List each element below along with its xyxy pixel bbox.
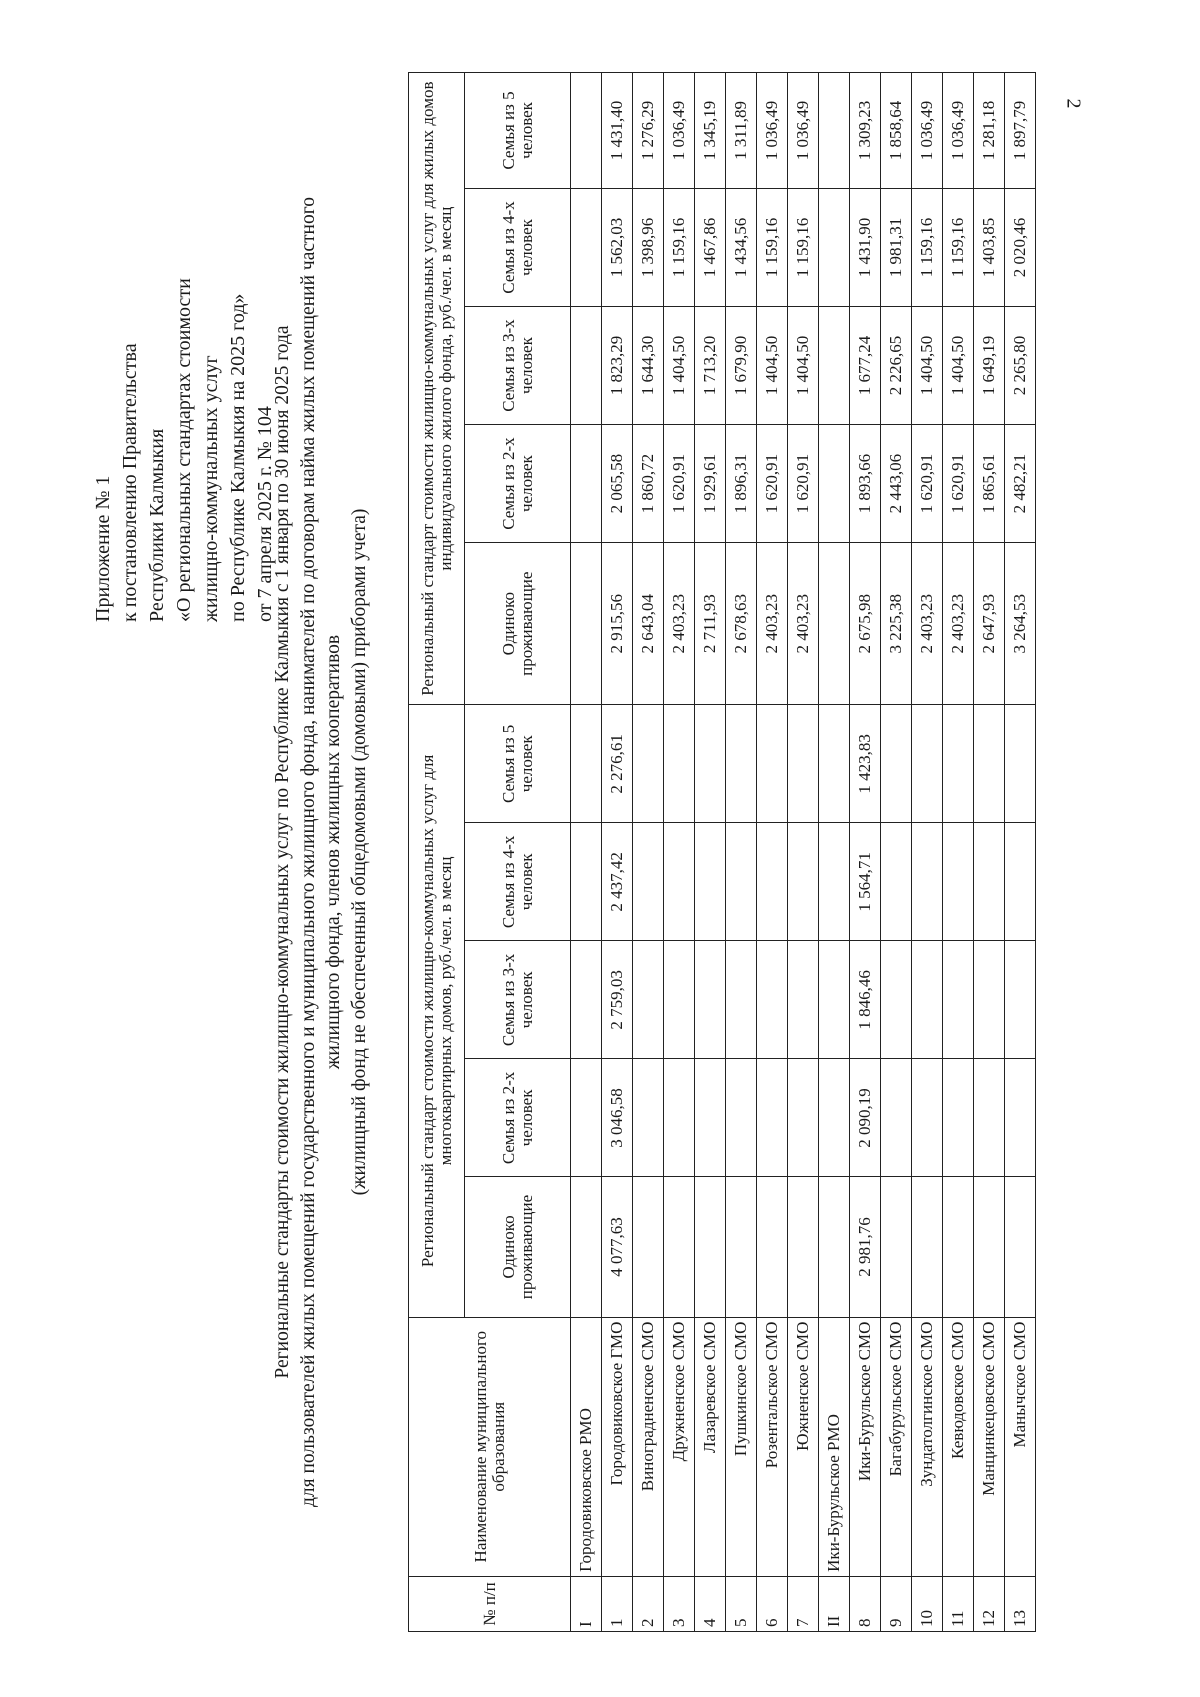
value-cell: [943, 823, 974, 941]
table-row: [757, 73, 788, 1632]
value-cell: 2 675,98: [850, 543, 881, 705]
value-cell: 2 403,23: [664, 543, 695, 705]
appendix-line: Приложение № 1: [92, 475, 114, 622]
value-cell: [819, 1177, 850, 1317]
value-cell: 1 564,71: [850, 823, 881, 941]
value-cell: [633, 1177, 664, 1317]
row-number: 8: [850, 1576, 881, 1631]
value-cell: [912, 823, 943, 941]
value-cell: 1 403,85: [974, 188, 1005, 306]
table-row: [726, 73, 757, 1632]
value-cell: 1 620,91: [664, 425, 695, 543]
municipality-name: Виноградненское СМО: [633, 1317, 664, 1576]
value-cell: [974, 941, 1005, 1059]
municipality-name: Ики-Бурульское СМО: [850, 1317, 881, 1576]
value-cell: 4 077,63: [602, 1177, 633, 1317]
value-cell: [912, 941, 943, 1059]
value-cell: [726, 705, 757, 823]
table-body: [571, 73, 1036, 1632]
value-cell: [819, 941, 850, 1059]
header-number: № п/п: [409, 1576, 571, 1631]
value-cell: 2 020,46: [1005, 188, 1036, 306]
municipality-name: Южненское СМО: [788, 1317, 819, 1576]
table-row: [695, 73, 726, 1632]
subheader-single: Одиноко проживающие: [465, 1177, 571, 1317]
header-group-individual-houses: Региональный стандарт стоимости жилищно-коммунальных услуг для жилых домов индивидуального жилого фонда, руб./чел. в месяц: [409, 73, 465, 705]
value-cell: [726, 1059, 757, 1177]
value-cell: [633, 941, 664, 1059]
value-cell: 1 981,31: [881, 188, 912, 306]
value-cell: 1 431,90: [850, 188, 881, 306]
standards-table: [408, 72, 1036, 1632]
value-cell: 1 311,89: [726, 73, 757, 189]
value-cell: [974, 1177, 1005, 1317]
subheader-family-3: Семья из 3-х человек: [465, 941, 571, 1059]
value-cell: [571, 307, 602, 425]
value-cell: 1 281,18: [974, 73, 1005, 189]
value-cell: 1 345,19: [695, 73, 726, 189]
row-number: 12: [974, 1576, 1005, 1631]
value-cell: 1 896,31: [726, 425, 757, 543]
row-number: 7: [788, 1576, 819, 1631]
table-row: [943, 73, 974, 1632]
value-cell: [571, 1059, 602, 1177]
value-cell: [974, 1059, 1005, 1177]
value-cell: 2 443,06: [881, 425, 912, 543]
value-cell: [943, 941, 974, 1059]
value-cell: 2 678,63: [726, 543, 757, 705]
value-cell: [695, 1177, 726, 1317]
municipality-name: Багабурульское СМО: [881, 1317, 912, 1576]
value-cell: [757, 705, 788, 823]
value-cell: 1 713,20: [695, 307, 726, 425]
row-number: 10: [912, 1576, 943, 1631]
row-number: 1: [602, 1576, 633, 1631]
subheader-family-2: Семья из 2-х человек: [465, 425, 571, 543]
municipality-name: Манычское СМО: [1005, 1317, 1036, 1576]
value-cell: 1 865,61: [974, 425, 1005, 543]
row-number: I: [571, 1576, 602, 1631]
value-cell: [664, 1177, 695, 1317]
municipality-name: Пушкинское СМО: [726, 1317, 757, 1576]
value-cell: 1 276,29: [633, 73, 664, 189]
table-group-row: [819, 73, 850, 1632]
value-cell: [974, 705, 1005, 823]
value-cell: 2 403,23: [788, 543, 819, 705]
value-cell: [571, 823, 602, 941]
value-cell: [664, 941, 695, 1059]
table-row: [602, 73, 633, 1632]
subheader-family-4: Семья из 4-х человек: [465, 823, 571, 941]
value-cell: 1 679,90: [726, 307, 757, 425]
value-cell: 1 404,50: [943, 307, 974, 425]
value-cell: [912, 705, 943, 823]
value-cell: 1 562,03: [602, 188, 633, 306]
value-cell: [819, 425, 850, 543]
value-cell: 2 647,93: [974, 543, 1005, 705]
value-cell: 2 403,23: [912, 543, 943, 705]
value-cell: 1 858,64: [881, 73, 912, 189]
row-number: 2: [633, 1576, 664, 1631]
appendix-line: по Республике Калмыкия на 2025 год»: [227, 293, 249, 622]
value-cell: [726, 823, 757, 941]
value-cell: 1 404,50: [912, 307, 943, 425]
table-row: [633, 73, 664, 1632]
municipality-name: Городовиковское РМО: [571, 1317, 602, 1576]
value-cell: 2 981,76: [850, 1177, 881, 1317]
document-title: [270, 72, 372, 1632]
value-cell: [881, 1177, 912, 1317]
table-row: [850, 73, 881, 1632]
value-cell: [819, 543, 850, 705]
value-cell: 1 677,24: [850, 307, 881, 425]
value-cell: 1 159,16: [664, 188, 695, 306]
value-cell: [819, 188, 850, 306]
value-cell: 1 644,30: [633, 307, 664, 425]
value-cell: [974, 823, 1005, 941]
value-cell: 2 403,23: [943, 543, 974, 705]
appendix-line: Республики Калмыкия: [146, 428, 168, 622]
value-cell: [881, 823, 912, 941]
table-row: [788, 73, 819, 1632]
value-cell: 2 226,65: [881, 307, 912, 425]
value-cell: 2 090,19: [850, 1059, 881, 1177]
value-cell: [819, 1059, 850, 1177]
value-cell: [571, 425, 602, 543]
value-cell: [757, 1177, 788, 1317]
appendix-block: [90, 102, 279, 622]
value-cell: [757, 941, 788, 1059]
table-row: [881, 73, 912, 1632]
subheader-family-4: Семья из 4-х человек: [465, 188, 571, 306]
header-name: Наименование муниципального образования: [409, 1317, 571, 1576]
subheader-family-2: Семья из 2-х человек: [465, 1059, 571, 1177]
value-cell: [881, 705, 912, 823]
value-cell: 1 309,23: [850, 73, 881, 189]
value-cell: 2 403,23: [757, 543, 788, 705]
table-row: [664, 73, 695, 1632]
municipality-name: Лазаревское СМО: [695, 1317, 726, 1576]
title-line: Региональные стандарты стоимости жилищно-коммунальных услуг по Республике Калмыкия с 1 января по 30 июня 2025 года: [272, 325, 293, 1379]
value-cell: [757, 823, 788, 941]
value-cell: 1 897,79: [1005, 73, 1036, 189]
municipality-name: Городовиковское ГМО: [602, 1317, 633, 1576]
value-cell: 1 467,86: [695, 188, 726, 306]
subheader-family-3: Семья из 3-х человек: [465, 307, 571, 425]
header-group-apartment-buildings: Региональный стандарт стоимости жилищно-коммунальных услуг для многоквартирных домов, руб./чел. в месяц: [409, 705, 465, 1317]
value-cell: [788, 1059, 819, 1177]
subheader-single: Одиноко проживающие: [465, 543, 571, 705]
value-cell: [788, 1177, 819, 1317]
value-cell: 2 265,80: [1005, 307, 1036, 425]
municipality-name: Ики-Бурульское РМО: [819, 1317, 850, 1576]
value-cell: [1005, 1177, 1036, 1317]
title-line: (жилищный фонд не обеспеченный общедомовыми (домовыми) приборами учета): [348, 508, 370, 1196]
value-cell: 1 159,16: [943, 188, 974, 306]
row-number: II: [819, 1576, 850, 1631]
value-cell: [571, 705, 602, 823]
value-cell: [912, 1059, 943, 1177]
value-cell: [819, 705, 850, 823]
value-cell: 1 423,83: [850, 705, 881, 823]
value-cell: [664, 823, 695, 941]
value-cell: 1 398,96: [633, 188, 664, 306]
value-cell: 1 434,56: [726, 188, 757, 306]
value-cell: 1 159,16: [757, 188, 788, 306]
value-cell: [695, 941, 726, 1059]
value-cell: 1 846,46: [850, 941, 881, 1059]
value-cell: 1 431,40: [602, 73, 633, 189]
row-number: 6: [757, 1576, 788, 1631]
title-line: для пользователей жилых помещений государственного и муниципального жилищного фонда, нанимателей по договорам найма жилых помещений частного: [297, 197, 319, 1507]
value-cell: 1 620,91: [757, 425, 788, 543]
value-cell: [726, 941, 757, 1059]
value-cell: [788, 705, 819, 823]
value-cell: [571, 188, 602, 306]
value-cell: [819, 823, 850, 941]
value-cell: [943, 705, 974, 823]
value-cell: 1 036,49: [943, 73, 974, 189]
value-cell: [943, 1059, 974, 1177]
value-cell: 2 482,21: [1005, 425, 1036, 543]
table-row: [912, 73, 943, 1632]
appendix-line: жилищно-коммунальных услуг: [200, 355, 222, 622]
municipality-name: Дружненское СМО: [664, 1317, 695, 1576]
value-cell: [881, 941, 912, 1059]
subheader-family-5: Семья из 5 человек: [465, 73, 571, 189]
value-cell: 2 711,93: [695, 543, 726, 705]
value-cell: [912, 1177, 943, 1317]
value-cell: [1005, 705, 1036, 823]
row-number: 13: [1005, 1576, 1036, 1631]
value-cell: [695, 705, 726, 823]
value-cell: 1 860,72: [633, 425, 664, 543]
value-cell: 1 036,49: [757, 73, 788, 189]
municipality-name: Зундатолгинское СМО: [912, 1317, 943, 1576]
value-cell: 2 276,61: [602, 705, 633, 823]
value-cell: 1 929,61: [695, 425, 726, 543]
appendix-line: от 7 апреля 2025 г. № 104: [254, 406, 276, 622]
value-cell: 1 036,49: [788, 73, 819, 189]
value-cell: 1 159,16: [788, 188, 819, 306]
value-cell: [819, 307, 850, 425]
value-cell: [943, 1177, 974, 1317]
value-cell: 1 649,19: [974, 307, 1005, 425]
page-number: 2: [1062, 98, 1085, 109]
value-cell: 1 620,91: [943, 425, 974, 543]
row-number: 11: [943, 1576, 974, 1631]
value-cell: [664, 1059, 695, 1177]
value-cell: 1 404,50: [788, 307, 819, 425]
rotated-page-content: [90, 72, 1090, 1632]
value-cell: 1 036,49: [912, 73, 943, 189]
value-cell: 2 915,56: [602, 543, 633, 705]
municipality-name: Розентальское СМО: [757, 1317, 788, 1576]
table-row: [974, 73, 1005, 1632]
value-cell: 2 437,42: [602, 823, 633, 941]
appendix-line: «О региональных стандартах стоимости: [173, 278, 195, 622]
value-cell: 3 264,53: [1005, 543, 1036, 705]
value-cell: [664, 705, 695, 823]
value-cell: 3 225,38: [881, 543, 912, 705]
value-cell: [633, 1059, 664, 1177]
value-cell: [788, 823, 819, 941]
value-cell: [757, 1059, 788, 1177]
value-cell: [1005, 823, 1036, 941]
row-number: 3: [664, 1576, 695, 1631]
value-cell: 2 065,58: [602, 425, 633, 543]
value-cell: 1 404,50: [664, 307, 695, 425]
value-cell: [695, 823, 726, 941]
table-group-row: [571, 73, 602, 1632]
municipality-name: Манцинкецовское СМО: [974, 1317, 1005, 1576]
municipality-name: Кевюдовское СМО: [943, 1317, 974, 1576]
value-cell: [788, 941, 819, 1059]
value-cell: [571, 941, 602, 1059]
value-cell: 1 159,16: [912, 188, 943, 306]
row-number: 9: [881, 1576, 912, 1631]
value-cell: [633, 823, 664, 941]
value-cell: [1005, 941, 1036, 1059]
value-cell: 1 404,50: [757, 307, 788, 425]
appendix-line: к постановлению Правительства: [119, 343, 141, 622]
table-row: [1005, 73, 1036, 1632]
value-cell: [819, 73, 850, 189]
value-cell: [695, 1059, 726, 1177]
value-cell: 2 759,03: [602, 941, 633, 1059]
value-cell: [633, 705, 664, 823]
value-cell: 1 036,49: [664, 73, 695, 189]
value-cell: [571, 73, 602, 189]
subheader-family-5: Семья из 5 человек: [465, 705, 571, 823]
value-cell: [881, 1059, 912, 1177]
value-cell: [571, 543, 602, 705]
value-cell: 1 823,29: [602, 307, 633, 425]
value-cell: 1 620,91: [912, 425, 943, 543]
value-cell: 1 893,66: [850, 425, 881, 543]
row-number: 5: [726, 1576, 757, 1631]
value-cell: [571, 1177, 602, 1317]
value-cell: [1005, 1059, 1036, 1177]
title-line: жилищного фонда, членов жилищных кооперативов: [323, 634, 344, 1070]
value-cell: 1 620,91: [788, 425, 819, 543]
value-cell: [726, 1177, 757, 1317]
value-cell: 2 643,04: [633, 543, 664, 705]
row-number: 4: [695, 1576, 726, 1631]
value-cell: 3 046,58: [602, 1059, 633, 1177]
